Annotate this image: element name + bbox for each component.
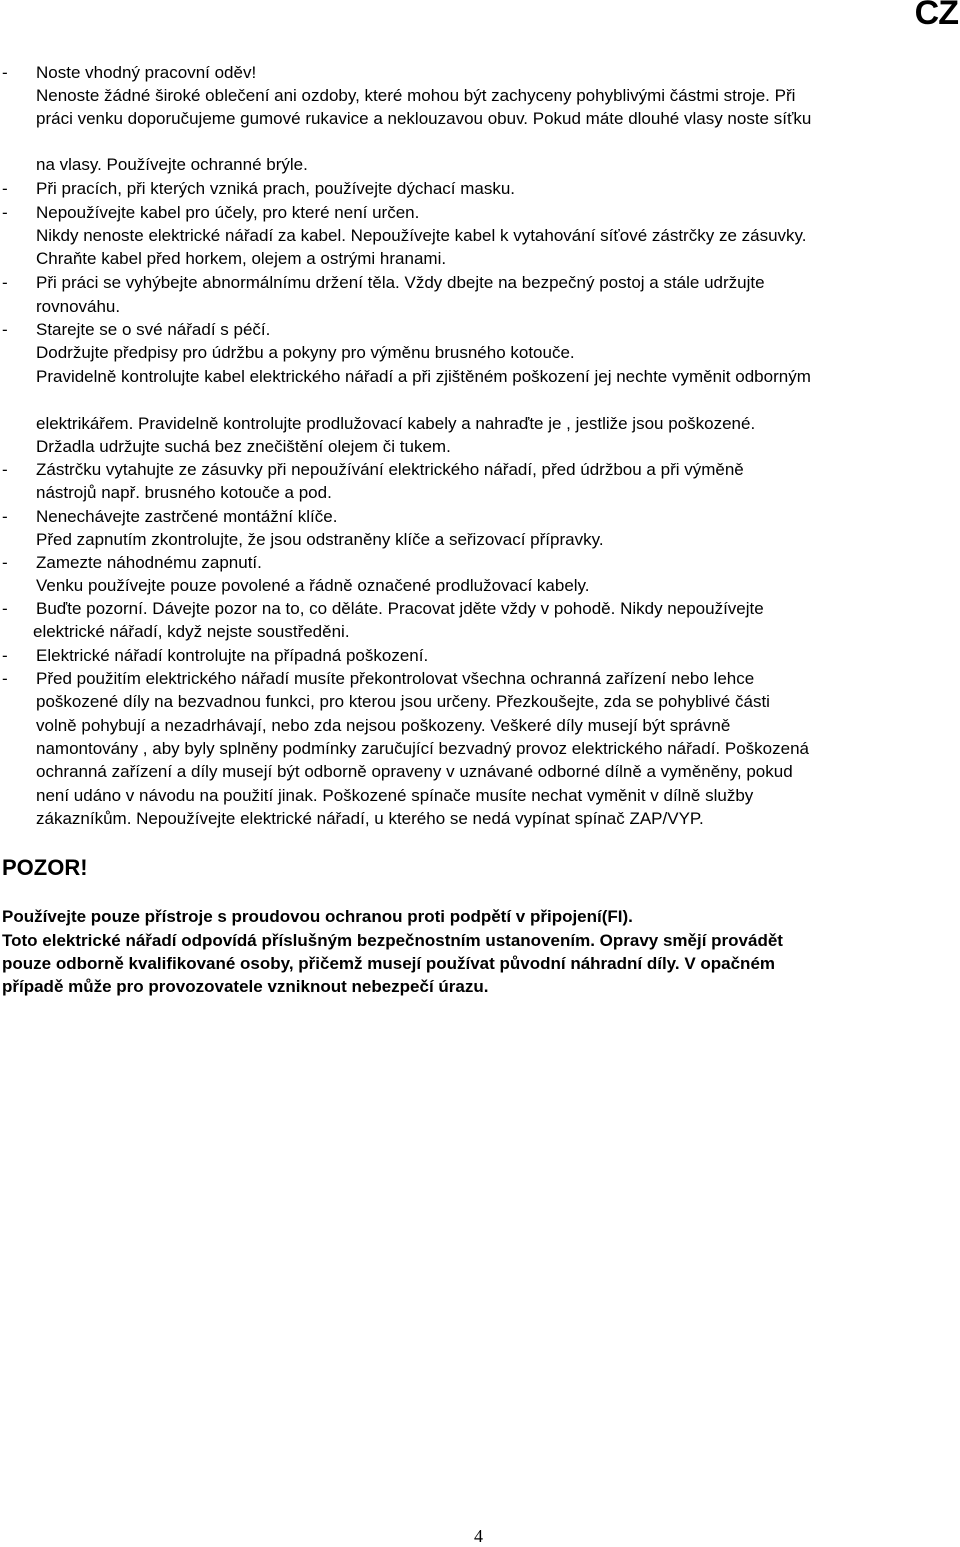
bullet-dash: - xyxy=(2,646,8,665)
line-text: nástrojů např. brusného kotouče a pod. xyxy=(36,483,332,502)
line-text: Nenechávejte zastrčené montážní klíče. xyxy=(36,507,338,526)
warning-line: Toto elektrické nářadí odpovídá příslušným bezpečnostním ustanovením. Opravy smějí provádět xyxy=(2,931,783,950)
line-text: Nepoužívejte kabel pro účely, pro které není určen. xyxy=(36,203,420,222)
warning-line: pouze odborně kvalifikované osoby, přičemž musejí používat původní náhradní díly. V opačném xyxy=(2,954,776,973)
line-text: elektrické nářadí, když nejste soustředěni. xyxy=(33,622,350,641)
bullet-dash: - xyxy=(2,320,8,339)
line-text: Chraňte kabel před horkem, olejem a ostrými hranami. xyxy=(36,249,447,268)
line-text: Při pracích, při kterých vzniká prach, používejte dýchací masku. xyxy=(36,179,516,198)
line-text: na vlasy. Používejte ochranné brýle. xyxy=(36,155,308,174)
line-text: Před zapnutím zkontrolujte, že jsou odstraněny klíče a seřizovací přípravky. xyxy=(36,530,604,549)
line-text: rovnováhu. xyxy=(36,297,121,316)
line-text: Starejte se o své nářadí s péčí. xyxy=(36,320,271,339)
line-text: volně pohybují a nezadrhávají, nebo zda nejsou poškozeny. Veškeré díly musejí být správně xyxy=(36,716,731,735)
bullet-dash: - xyxy=(2,460,8,479)
line-text: Zamezte náhodnému zapnutí. xyxy=(36,553,262,572)
line-text: Noste vhodný pracovní oděv! xyxy=(36,63,257,82)
bullet-dash: - xyxy=(2,63,8,82)
bullet-dash: - xyxy=(2,507,8,526)
bullet-dash: - xyxy=(2,669,8,688)
line-text: práci venku doporučujeme gumové rukavice a neklouzavou obuv. Pokud máte dlouhé vlasy noste síťku xyxy=(36,109,812,128)
warning-line: Používejte pouze přístroje s proudovou ochranou proti podpětí v připojení(FI). xyxy=(2,907,633,926)
line-text: Zástrčku vytahujte ze zásuvky při nepoužívání elektrického nářadí, před údržbou a při výměně xyxy=(36,460,744,479)
line-text: Venku používejte pouze povolené a řádně označené prodlužovací kabely. xyxy=(36,576,590,595)
line-text: není udáno v návodu na použití jinak. Poškozené spínače musíte nechat vyměnit v dílně služby xyxy=(36,786,754,805)
line-text: zákazníkům. Nepoužívejte elektrické nářadí, u kterého se nedá vypínat spínač ZAP/VYP. xyxy=(36,809,704,828)
line-text: Dodržujte předpisy pro údržbu a pokyny pro výměnu brusného kotouče. xyxy=(36,343,575,362)
warning-title: POZOR! xyxy=(2,855,88,880)
line-text: poškozené díly na bezvadnou funkci, pro kterou jsou určeny. Přezkoušejte, zda se pohyblivé části xyxy=(36,692,770,711)
warning-line: případě může pro provozovatele vzniknout nebezpečí úrazu. xyxy=(2,977,489,996)
line-text: Pravidelně kontrolujte kabel elektrického nářadí a při zjištěném poškození jej nechte vyměnit odborným xyxy=(36,367,811,386)
bullet-dash: - xyxy=(2,179,8,198)
line-text: Při práci se vyhýbejte abnormálnímu držení těla. Vždy dbejte na bezpečný postoj a stále udržujte xyxy=(36,273,765,292)
bullet-dash: - xyxy=(2,599,8,618)
bullet-dash: - xyxy=(2,203,8,222)
line-text: elektrikářem. Pravidelně kontrolujte prodlužovací kabely a nahraďte je , jestliže jsou poškozené. xyxy=(36,414,756,433)
bullet-dash: - xyxy=(2,273,8,292)
line-text: namontovány , aby byly splněny podmínky zaručující bezvadný provoz elektrického nářadí. Poškozená xyxy=(36,739,809,758)
page-number: 4 xyxy=(474,1526,483,1546)
bullet-dash: - xyxy=(2,553,8,572)
line-text: ochranná zařízení a díly musejí být odborně opraveny v uznávané odborné dílně a vyměněny, pokud xyxy=(36,762,793,781)
line-text: Elektrické nářadí kontrolujte na případná poškození. xyxy=(36,646,429,665)
line-text: Nikdy nenoste elektrické nářadí za kabel. Nepoužívejte kabel k vytahování síťové zástrčky ze zásuvky. xyxy=(36,226,807,245)
line-text: Nenoste žádné široké oblečení ani ozdoby, které mohou být zachyceny pohyblivými částmi stroje. Při xyxy=(36,86,796,105)
line-text: Před použitím elektrického nářadí musíte překontrolovat všechna ochranná zařízení nebo lehce xyxy=(36,669,755,688)
language-code: CZ xyxy=(914,0,958,32)
line-text: Buďte pozorní. Dávejte pozor na to, co děláte. Pracovat jděte vždy v pohodě. Nikdy nepoužívejte xyxy=(36,599,764,618)
line-text: Držadla udržujte suchá bez znečištění olejem či tukem. xyxy=(36,437,451,456)
